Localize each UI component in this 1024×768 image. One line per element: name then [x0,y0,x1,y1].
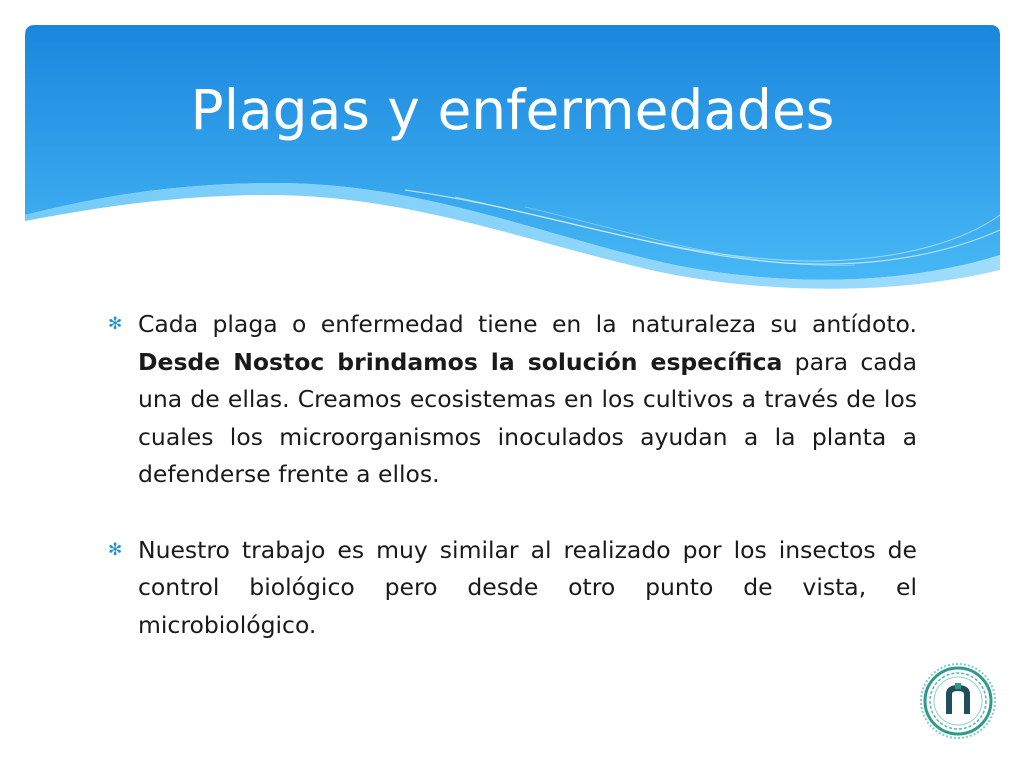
asterisk-bullet-icon: ✻ [108,314,123,334]
bullet-text-part: Cada plaga o enfermedad tiene en la naturaleza su antídoto. [138,310,917,338]
bullet-text-part: para cada una de ellas. Creamos ecosistemas en los cultivos a través de los cuales los microorganismos inoculados ayudan a la planta a defenderse frente a ellos. [138,347,917,488]
wave-banner-graphic [25,25,1000,290]
bullet-text [138,532,917,645]
bullet-text-part: Nuestro trabajo es muy similar al realizado por los insectos de control biológico pero desde otro punto de vista, el microbiológico. [138,535,917,639]
slide-title: Plagas y enfermedades [190,78,835,142]
bullet-list [108,306,917,682]
title-banner [25,25,1000,290]
bullet-text-bold: Desde Nostoc brindamos la solución específica [138,347,783,376]
list-item [108,306,917,494]
nostoc-logo-icon [918,661,998,741]
asterisk-bullet-icon: ✻ [108,539,123,560]
bullet-text [138,306,917,494]
list-item [108,532,917,645]
